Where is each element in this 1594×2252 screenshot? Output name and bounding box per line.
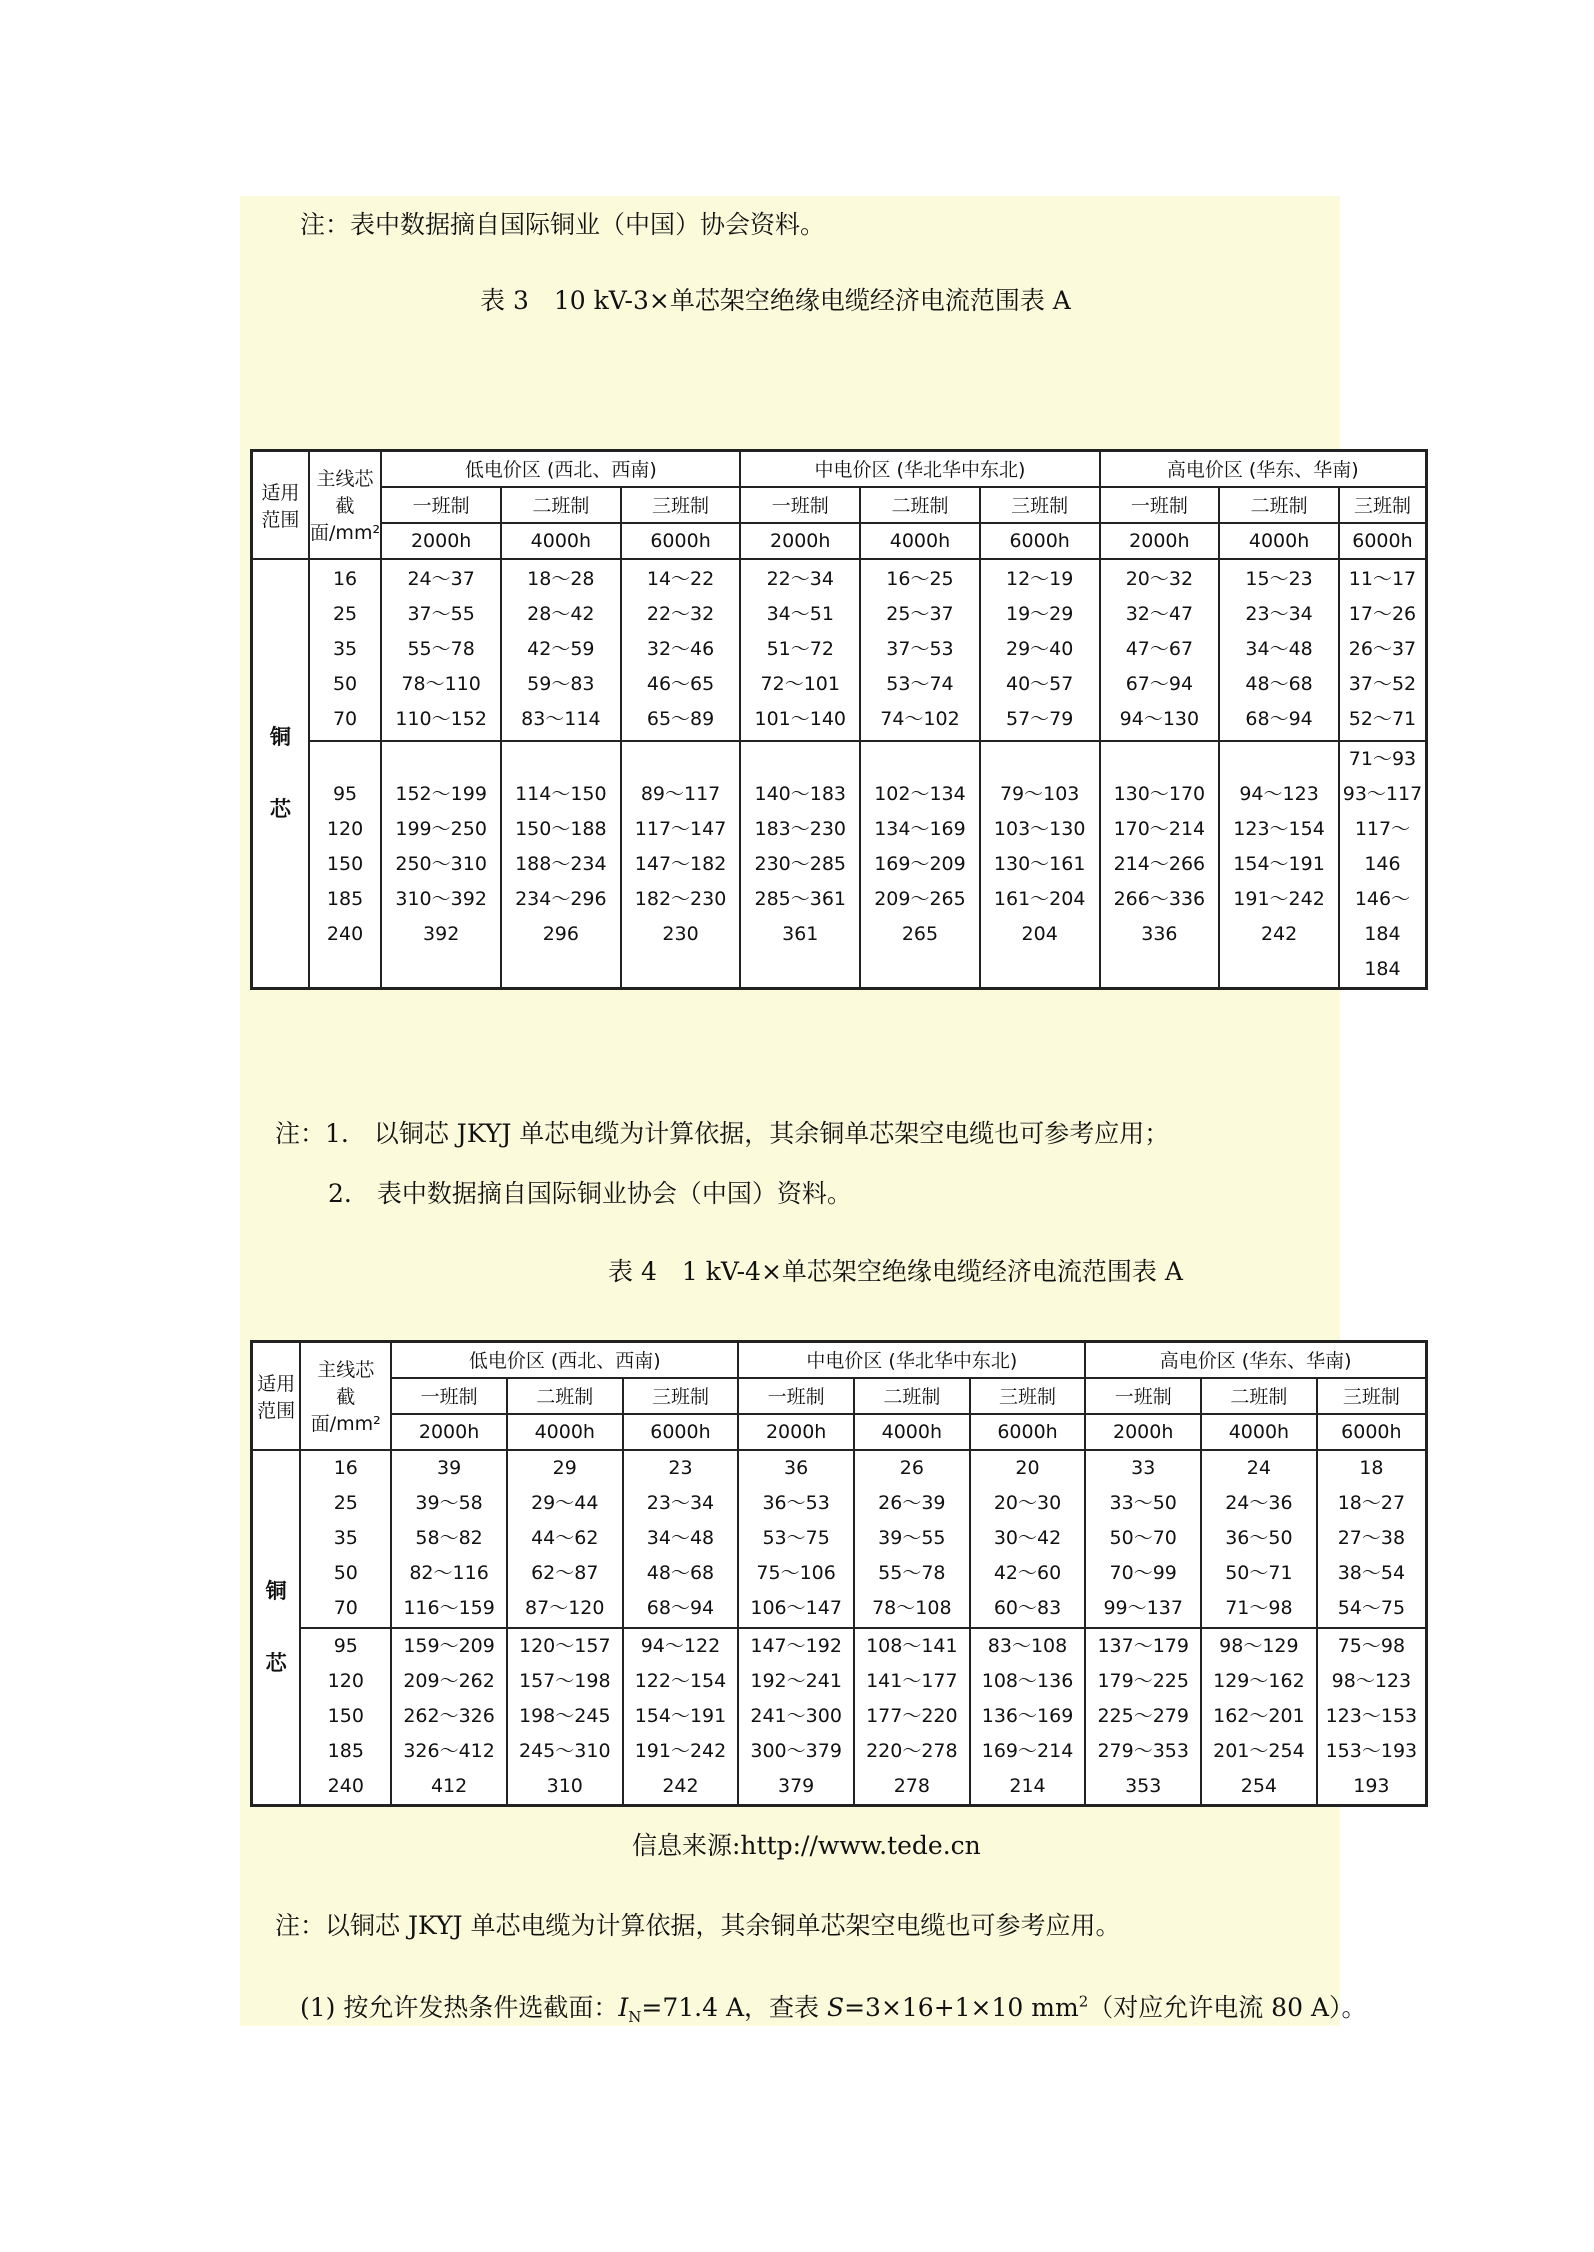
- data-column: 24～37 37～55 55～78 78～110 110～152: [381, 559, 501, 741]
- shift-header: 二班制: [1201, 1378, 1317, 1414]
- source-line: 信息来源:http://www.tede.cn: [632, 1831, 981, 1860]
- data-column: 23 23～34 34～48 48～68 68～94: [623, 1450, 739, 1628]
- section-values: 95 120 150 185 240: [309, 741, 381, 989]
- table4-title: 表 4 1 kV-4×单芯架空绝缘电缆经济电流范围表 A: [608, 1257, 1183, 1286]
- section-values: 16 25 35 50 70: [309, 559, 381, 741]
- shift-header: 二班制: [507, 1378, 623, 1414]
- shift-header: 三班制: [621, 487, 741, 523]
- data-column: 15～23 23～34 34～48 48～68 68～94: [1219, 559, 1339, 741]
- data-column: 36 36～53 53～75 75～106 106～147: [738, 1450, 854, 1628]
- data-column: 33 33～50 50～70 70～99 99～137: [1085, 1450, 1201, 1628]
- data-column: 11～17 17～26 26～37 37～52 52～71: [1339, 559, 1427, 741]
- hours-header: 6000h: [970, 1414, 1086, 1450]
- copper-core-label: 铜 芯: [252, 1450, 301, 1806]
- hours-header: 6000h: [621, 523, 741, 559]
- hours-header: 2000h: [391, 1414, 507, 1450]
- section-header: 主线芯 截 面/mm²: [300, 1342, 391, 1450]
- data-column: 12～19 19～29 29～40 40～57 57～79: [980, 559, 1100, 741]
- region-high: 高电价区 (华东、华南): [1100, 451, 1427, 487]
- copper-core-label: 铜 芯: [252, 559, 309, 989]
- data-column: 18 18～27 27～38 38～54 54～75: [1317, 1450, 1427, 1628]
- data-column: 89～117 117～147 147～182 182～230 230: [621, 741, 741, 989]
- step1-sup: 2: [1078, 1992, 1089, 2011]
- section-values: 16 25 35 50 70: [300, 1450, 391, 1628]
- data-column: 20 20～30 30～42 42～60 60～83: [970, 1450, 1086, 1628]
- hours-header: 6000h: [1339, 523, 1427, 559]
- data-column: 140～183 183～230 230～285 285～361 361: [740, 741, 860, 989]
- shift-header: 二班制: [854, 1378, 970, 1414]
- data-column: 120～157 157～198 198～245 245～310 310: [507, 1628, 623, 1806]
- shift-header: 一班制: [740, 487, 860, 523]
- data-column: 94～122 122～154 154～191 191～242 242: [623, 1628, 739, 1806]
- shift-header: 一班制: [1100, 487, 1220, 523]
- hours-header: 6000h: [980, 523, 1100, 559]
- data-column: 130～170 170～214 214～266 266～336 336: [1100, 741, 1220, 989]
- table3: [250, 449, 1428, 990]
- data-column: 22～34 34～51 51～72 72～101 101～140: [740, 559, 860, 741]
- data-column: 16～25 25～37 37～53 53～74 74～102: [860, 559, 980, 741]
- region-low: 低电价区 (西北、西南): [391, 1342, 738, 1378]
- data-column: 18～28 28～42 42～59 59～83 83～114: [501, 559, 621, 741]
- shift-header: 一班制: [391, 1378, 507, 1414]
- scope-header: 适用 范围: [252, 451, 309, 559]
- step1-s-expr: =3×16+1×10 mm: [844, 1993, 1079, 2022]
- step1-mid: =71.4 A，查表: [641, 1993, 827, 2022]
- hours-header: 4000h: [1219, 523, 1339, 559]
- section-header: 主线芯 截 面/mm²: [309, 451, 381, 559]
- shift-header: 二班制: [501, 487, 621, 523]
- shift-header: 三班制: [623, 1378, 739, 1414]
- shift-header: 二班制: [860, 487, 980, 523]
- region-high: 高电价区 (华东、华南): [1085, 1342, 1426, 1378]
- data-column: 29 29～44 44～62 62～87 87～120: [507, 1450, 623, 1628]
- hours-header: 2000h: [1085, 1414, 1201, 1450]
- scope-header: 适用 范围: [252, 1342, 301, 1450]
- step1-suffix: （对应允许电流 80 A）。: [1088, 1993, 1367, 2022]
- note3-line2: 2. 表中数据摘自国际铜业协会（中国）资料。: [328, 1179, 852, 1208]
- data-column: 98～129 129～162 162～201 201～254 254: [1201, 1628, 1317, 1806]
- data-column: 102～134 134～169 169～209 209～265 265: [860, 741, 980, 989]
- table4: [250, 1340, 1428, 1807]
- shift-header: 三班制: [970, 1378, 1086, 1414]
- data-column: 83～108 108～136 136～169 169～214 214: [970, 1628, 1086, 1806]
- shift-header: 一班制: [1085, 1378, 1201, 1414]
- hours-header: 4000h: [501, 523, 621, 559]
- note4-line: 注：以铜芯 JKYJ 单芯电缆为计算依据，其余铜单芯架空电缆也可参考应用。: [275, 1911, 1121, 1940]
- region-low: 低电价区 (西北、西南): [381, 451, 740, 487]
- data-column-overflow: 71～93 93～117 117～ 146 146～ 184 184: [1339, 741, 1427, 989]
- data-column: 39 39～58 58～82 82～116 116～159: [391, 1450, 507, 1628]
- step1-prefix: (1) 按允许发热条件选截面：: [300, 1993, 619, 2022]
- hours-header: 4000h: [854, 1414, 970, 1450]
- region-mid: 中电价区 (华北华中东北): [738, 1342, 1085, 1378]
- data-column: 26 26～39 39～55 55～78 78～108: [854, 1450, 970, 1628]
- step1-i: I: [618, 1993, 629, 2022]
- shift-header: 三班制: [980, 487, 1100, 523]
- hours-header: 2000h: [381, 523, 501, 559]
- section-values: 95 120 150 185 240: [300, 1628, 391, 1806]
- data-column: 152～199 199～250 250～310 310～392 392: [381, 741, 501, 989]
- step1-line: [300, 1988, 1367, 2026]
- data-column: 14～22 22～32 32～46 46～65 65～89: [621, 559, 741, 741]
- hours-header: 2000h: [740, 523, 860, 559]
- shift-header: 二班制: [1219, 487, 1339, 523]
- data-column: 75～98 98～123 123～153 153～193 193: [1317, 1628, 1427, 1806]
- note-top: 注：表中数据摘自国际铜业（中国）协会资料。: [300, 210, 826, 239]
- data-column: 94～123 123～154 154～191 191～242 242: [1219, 741, 1339, 989]
- hours-header: 6000h: [1317, 1414, 1427, 1450]
- hours-header: 4000h: [860, 523, 980, 559]
- note3-line1: 注：1. 以铜芯 JKYJ 单芯电缆为计算依据，其余铜单芯架空电缆也可参考应用；: [275, 1119, 1170, 1148]
- step1-i-sub: N: [628, 2008, 642, 2026]
- hours-header: 2000h: [1100, 523, 1220, 559]
- shift-header: 一班制: [381, 487, 501, 523]
- shift-header: 三班制: [1317, 1378, 1427, 1414]
- hours-header: 4000h: [1201, 1414, 1317, 1450]
- shift-header: 三班制: [1339, 487, 1427, 523]
- shift-header: 一班制: [738, 1378, 854, 1414]
- region-mid: 中电价区 (华北华中东北): [740, 451, 1099, 487]
- data-column: 114～150 150～188 188～234 234～296 296: [501, 741, 621, 989]
- data-column: 137～179 179～225 225～279 279～353 353: [1085, 1628, 1201, 1806]
- data-column: 147～192 192～241 241～300 300～379 379: [738, 1628, 854, 1806]
- table3-title: 表 3 10 kV-3×单芯架空绝缘电缆经济电流范围表 A: [480, 286, 1071, 315]
- data-column: 159～209 209～262 262～326 326～412 412: [391, 1628, 507, 1806]
- hours-header: 6000h: [623, 1414, 739, 1450]
- step1-s: S: [826, 1993, 845, 2022]
- data-column: 20～32 32～47 47～67 67～94 94～130: [1100, 559, 1220, 741]
- hours-header: 4000h: [507, 1414, 623, 1450]
- data-column: 24 24～36 36～50 50～71 71～98: [1201, 1450, 1317, 1628]
- data-column: 108～141 141～177 177～220 220～278 278: [854, 1628, 970, 1806]
- hours-header: 2000h: [738, 1414, 854, 1450]
- data-column: 79～103 103～130 130～161 161～204 204: [980, 741, 1100, 989]
